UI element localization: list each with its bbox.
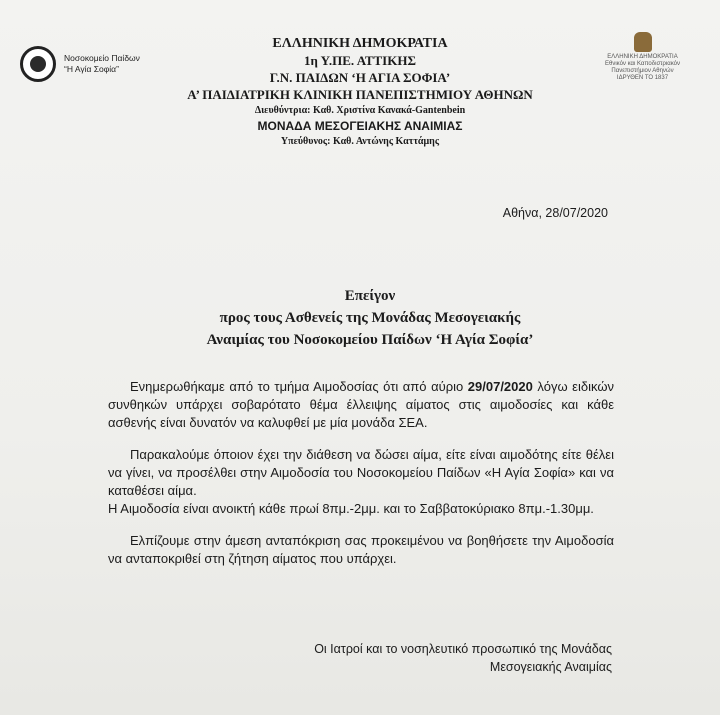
- signature-line2: Μεσογειακής Αναιμίας: [489, 660, 612, 674]
- letterhead-line4: Α’ ΠΑΙΔΙΑΤΡΙΚΗ ΚΛΙΝΙΚΗ ΠΑΝΕΠΙΣΤΗΜΙΟΥ ΑΘΗΝΩΝ: [187, 87, 533, 102]
- university-logo-line1: ΕΛΛΗΝΙΚΗ ΔΗΜΟΚΡΑΤΙΑ: [607, 54, 678, 60]
- letter-body: [108, 378, 614, 582]
- hospital-seal-icon: [20, 46, 56, 82]
- letterhead-line3: Γ.Ν. ΠΑΙΔΩΝ ‘Η ΑΓΙΑ ΣΟΦΙΑ’: [269, 70, 451, 85]
- body-paragraph-3: Η Αιμοδοσία είναι ανοικτή κάθε πρωί 8πμ.-2μμ. και το Σαββατοκύριακο 8πμ.-1.30μμ.: [108, 501, 594, 516]
- letterhead-line2: 1η Υ.ΠΕ. ΑΤΤΙΚΗΣ: [304, 53, 416, 68]
- letter-subject: [120, 285, 620, 351]
- athena-owl-icon: [634, 32, 652, 52]
- university-logo-line3: Πανεπιστήμιον Αθηνών: [611, 68, 674, 74]
- body-p1-end: λόγω ειδικών συνθηκών υπάρχει σοβαρότατο θέμα έλλειψης αίματος στις αιμοδοσίες και κάθε ασθενής είναι δυνατόν να καλυφθεί με μία μονάδα ΣΕΑ.: [108, 379, 614, 430]
- letterhead-line1: ΕΛΛΗΝΙΚΗ ΔΗΜΟΚΡΑΤΙΑ: [272, 36, 448, 51]
- hospital-logo-line2: “Η Αγία Σοφία”: [64, 64, 119, 74]
- letter-signature: [280, 640, 612, 676]
- body-paragraph-4: Ελπίζουμε στην άμεση ανταπόκριση σας προκειμένου να βοηθήσετε την Αιμοδοσία να ανταποκριθεί στη ζήτηση αίματος που υπάρχει.: [108, 533, 614, 566]
- university-logo: [585, 32, 700, 92]
- subject-line2: Αναιμίας του Νοσοκομείου Παίδων ‘Η Αγία Σοφία’: [206, 332, 534, 348]
- university-logo-line2: Εθνικόν και Καποδιστριακόν: [604, 61, 680, 67]
- letterhead: [150, 35, 570, 149]
- subject-title: Επείγον: [344, 288, 396, 304]
- university-logo-line4: ΙΔΡΥΘΕΝ ΤΟ 1837: [616, 75, 669, 81]
- letterhead-responsible: Υπεύθυνος: Καθ. Αντώνης Καττάμης: [280, 136, 440, 147]
- body-paragraph-2: Παρακαλούμε όποιον έχει την διάθεση να δώσει αίμα, είτε είναι αιμοδότης είτε θέλει να γίνει, να προσέλθει στην Αιμοδοσία του Νοσοκομείου Παίδων «Η Αγία Σοφία» και να καταθέσει αίμα.: [108, 447, 614, 498]
- letter-date: Αθήνα, 28/07/2020: [502, 206, 608, 220]
- hospital-logo-text: [64, 53, 140, 75]
- letterhead-director: Διευθύντρια: Καθ. Χριστίνα Κανακά-Gantenbein: [254, 105, 466, 116]
- signature-line1: Οι Ιατροί και το νοσηλευτικό προσωπικό της Μονάδας: [314, 642, 612, 656]
- body-p1-start: Ενημερωθήκαμε από το τμήμα Αιμοδοσίας ότι από αύριο: [130, 379, 468, 394]
- subject-line1: προς τους Ασθενείς της Μονάδας Μεσογειακής: [219, 310, 521, 326]
- body-paragraph-1: [108, 378, 614, 432]
- hospital-logo-line1: Νοσοκομείο Παίδων: [64, 53, 140, 63]
- letterhead-unit: ΜΟΝΑΔΑ ΜΕΣΟΓΕΙΑΚΗΣ ΑΝΑΙΜΙΑΣ: [257, 119, 463, 133]
- body-p1-date: 29/07/2020: [467, 379, 533, 394]
